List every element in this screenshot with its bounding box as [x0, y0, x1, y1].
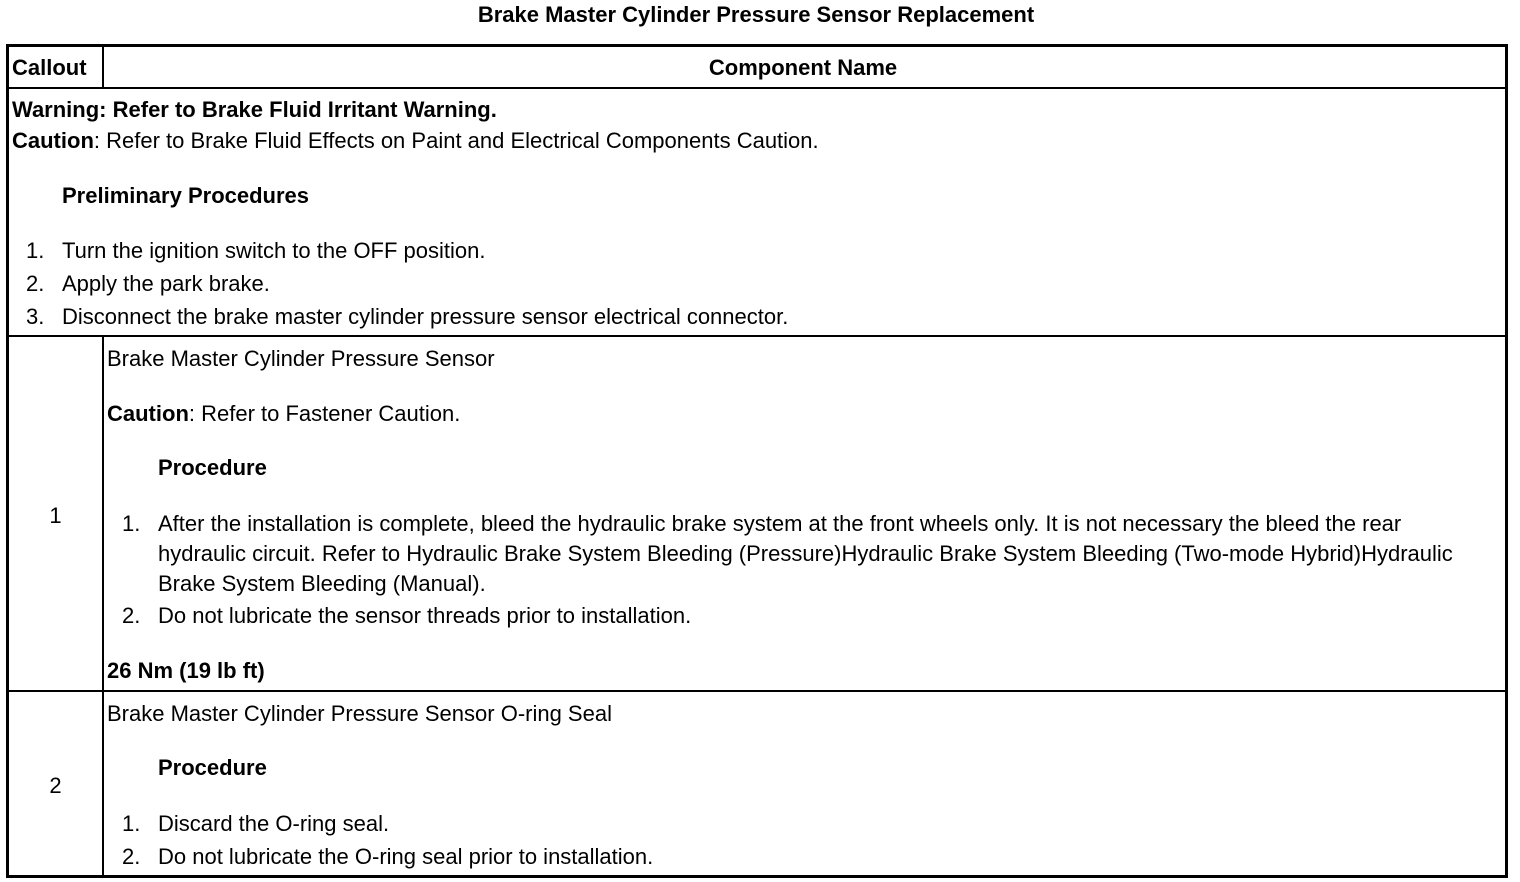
caution-text: : Refer to Fastener Caution.: [188, 401, 461, 426]
page-title: Brake Master Cylinder Pressure Sensor Replacement: [477, 2, 1035, 27]
procedure-step-number: 1.: [122, 511, 141, 536]
caution-label: Caution: [107, 401, 189, 426]
caution-label: Caution: [12, 128, 94, 153]
warning-note: [12, 97, 497, 123]
caution-note: [12, 128, 819, 154]
callout-number: 2: [49, 773, 62, 798]
preliminary-step-text: Turn the ignition switch to the OFF position.: [62, 238, 486, 263]
procedure-heading: Procedure: [158, 455, 267, 480]
procedure-heading: Procedure: [158, 755, 267, 780]
preliminary-step-text: Apply the park brake.: [62, 271, 270, 296]
preliminary-step-text: Disconnect the brake master cylinder pressure sensor electrical connector.: [62, 304, 789, 329]
preliminary-step-number: 3.: [26, 304, 45, 329]
component-caution: [107, 401, 460, 427]
preliminary-step-number: 1.: [26, 238, 45, 263]
preliminary-step-number: 2.: [26, 271, 45, 296]
procedure-step-text: After the installation is complete, bleed the hydraulic brake system at the front wheels only. It is not necessary the bleed the rear hydraulic circuit. Refer to Hydraulic Brake System Bleeding (Pressure)Hydraulic Brake System Bleeding (Two-mode Hybrid)Hydraulic Brake System Bleeding (Manual).: [158, 511, 1453, 596]
callout-number: 1: [49, 503, 62, 528]
caution-text: : Refer to Brake Fluid Effects on Paint and Electrical Components Caution.: [93, 128, 819, 153]
procedure-step-text: Do not lubricate the O-ring seal prior to installation.: [158, 844, 654, 869]
header-divider: [9, 87, 1505, 89]
column-divider-body: [102, 335, 104, 875]
row-divider-2: [9, 690, 1505, 692]
row-divider-1: [9, 335, 1505, 337]
header-component-name: Component Name: [708, 55, 898, 80]
procedure-table: [6, 44, 1508, 878]
procedure-step-text: Do not lubricate the sensor threads prior to installation.: [158, 603, 692, 628]
procedure-step-text: Discard the O-ring seal.: [158, 811, 390, 836]
torque-spec: 26 Nm (19 lb ft): [107, 658, 265, 683]
procedure-step-number: 2.: [122, 844, 141, 869]
header-callout: Callout: [12, 55, 87, 80]
preliminary-heading: Preliminary Procedures: [62, 183, 310, 208]
component-name: Brake Master Cylinder Pressure Sensor: [107, 346, 495, 371]
procedure-step-number: 2.: [122, 603, 141, 628]
component-name: Brake Master Cylinder Pressure Sensor O-ring Seal: [107, 701, 612, 726]
warning-label: Warning:: [12, 97, 107, 122]
procedure-step-number: 1.: [122, 811, 141, 836]
warning-text: Refer to Brake Fluid Irritant Warning.: [112, 97, 497, 122]
